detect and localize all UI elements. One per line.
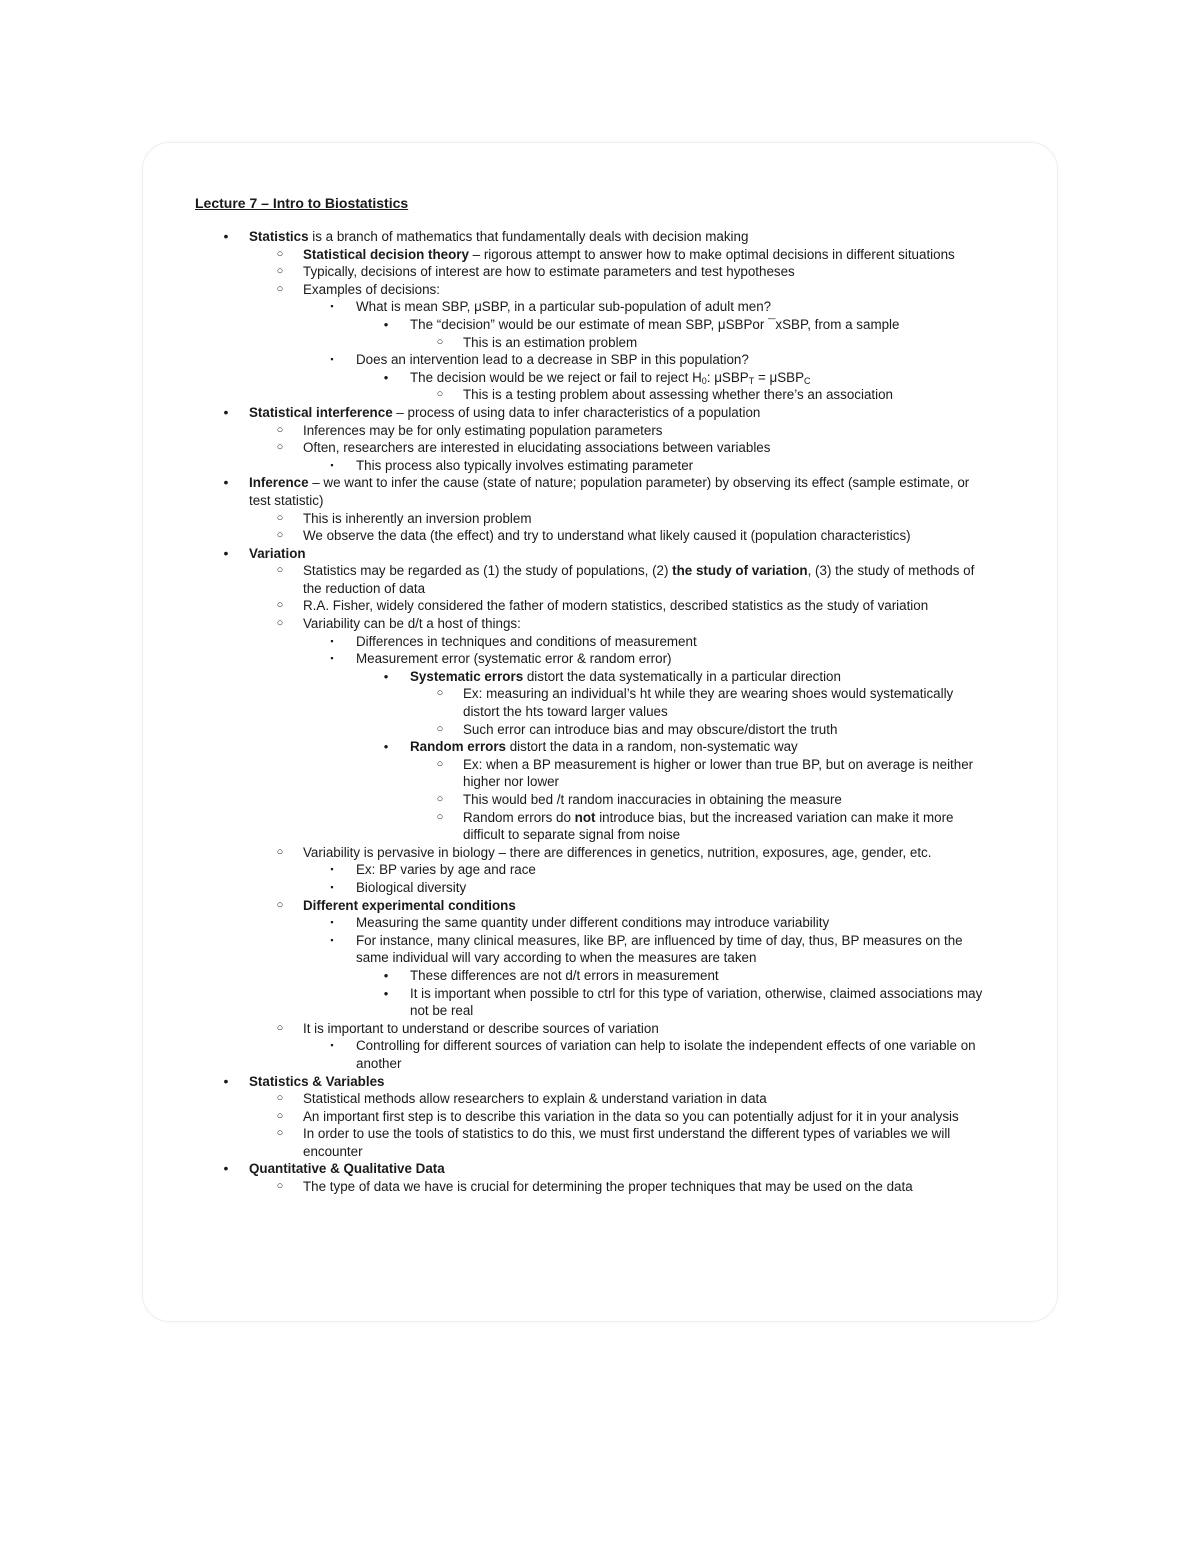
list-item: • Variation: [0, 545, 1200, 563]
list-item: ○ Often, researchers are interested in elucidating associations between variables: [0, 439, 1200, 457]
list-item: ○ Variability can be d/t a host of things:: [0, 615, 1200, 633]
circle-bullet-icon: ○: [276, 1127, 284, 1140]
circle-bullet-icon: ○: [436, 388, 444, 401]
list-item: ▪ Does an intervention lead to a decrease in SBP in this population?: [0, 351, 1200, 369]
list-item: • Statistics & Variables: [0, 1073, 1200, 1091]
list-item: ○ Ex: measuring an individual’s ht while they are wearing shoes would systematically distort the hts toward larger values: [0, 685, 1200, 720]
list-item: ○ Statistics may be regarded as (1) the study of populations, (2) the study of variation, (3) the study of methods of the reduction of data: [0, 562, 1200, 597]
square-bullet-icon: ▪: [330, 653, 334, 664]
list-item: ○ This is inherently an inversion problem: [0, 510, 1200, 528]
square-bullet-icon: ▪: [330, 917, 334, 928]
list-item: ▪ Controlling for different sources of variation can help to isolate the independent effects of one variable on another: [0, 1037, 1200, 1072]
circle-bullet-icon: ○: [276, 898, 284, 911]
list-item: ○ This is a testing problem about assessing whether there’s an association: [0, 386, 1200, 404]
list-item: • These differences are not d/t errors in measurement: [0, 967, 1200, 985]
circle-bullet-icon: ○: [276, 265, 284, 278]
list-item: ○ An important first step is to describe this variation in the data so you can potentially adjust for it in your analysis: [0, 1108, 1200, 1126]
list-item: • Random errors distort the data in a random, non-systematic way: [0, 738, 1200, 756]
circle-bullet-icon: ○: [276, 564, 284, 577]
list-item: • The “decision” would be our estimate of mean SBP, μSBPor ¯xSBP, from a sample: [0, 316, 1200, 334]
list-item: • Statistical interference – process of using data to infer characteristics of a population: [0, 404, 1200, 422]
circle-bullet-icon: ○: [436, 687, 444, 700]
circle-bullet-icon: ○: [436, 722, 444, 735]
circle-bullet-icon: ○: [276, 529, 284, 542]
bullet-icon: •: [223, 1160, 229, 1177]
circle-bullet-icon: ○: [436, 810, 444, 823]
circle-bullet-icon: ○: [436, 335, 444, 348]
list-item: ▪ Ex: BP varies by age and race: [0, 861, 1200, 879]
square-bullet-icon: ▪: [330, 1040, 334, 1051]
page-title: Lecture 7 – Intro to Biostatistics: [195, 195, 409, 211]
list-item: ○ We observe the data (the effect) and try to understand what likely caused it (population characteristics): [0, 527, 1200, 545]
circle-bullet-icon: ○: [276, 247, 284, 260]
list-item: ○ It is important to understand or describe sources of variation: [0, 1020, 1200, 1038]
list-item: ○ Variability is pervasive in biology – there are differences in genetics, nutrition, exposures, age, gender, etc.: [0, 844, 1200, 862]
bullet-icon: •: [383, 985, 389, 1001]
bullet-icon: •: [383, 369, 389, 385]
bullet-icon: •: [223, 1072, 229, 1089]
lecture-notes: [0, 228, 1200, 1196]
circle-bullet-icon: ○: [276, 1109, 284, 1122]
bullet-icon: •: [223, 544, 229, 561]
list-item: ▪ Measurement error (systematic error & random error): [0, 650, 1200, 668]
square-bullet-icon: ▪: [330, 635, 334, 646]
circle-bullet-icon: ○: [276, 511, 284, 524]
square-bullet-icon: ▪: [330, 881, 334, 892]
bullet-icon: •: [223, 403, 229, 420]
list-item: ▪ What is mean SBP, μSBP, in a particular sub-population of adult men?: [0, 298, 1200, 316]
list-item: • The decision would be we reject or fail to reject $H_0$: μSBP$_T$ = μSBP$_C$: [0, 369, 1200, 387]
list-item: ▪ For instance, many clinical measures, like BP, are influenced by time of day, thus, BP measures on the same individual will vary according to when the measures are taken: [0, 932, 1200, 967]
list-item: • Statistics is a branch of mathematics that fundamentally deals with decision making: [0, 228, 1200, 246]
square-bullet-icon: ▪: [330, 301, 334, 312]
square-bullet-icon: ▪: [330, 459, 334, 470]
circle-bullet-icon: ○: [276, 1180, 284, 1193]
circle-bullet-icon: ○: [276, 1092, 284, 1105]
list-item: ○ R.A. Fisher, widely considered the father of modern statistics, described statistics as the study of variation: [0, 597, 1200, 615]
list-item: ▪ Differences in techniques and conditions of measurement: [0, 633, 1200, 651]
circle-bullet-icon: ○: [276, 282, 284, 295]
list-item: ○ In order to use the tools of statistics to do this, we must first understand the different types of variables we will encounter: [0, 1125, 1200, 1160]
circle-bullet-icon: ○: [276, 617, 284, 630]
list-item: ○ Such error can introduce bias and may obscure/distort the truth: [0, 721, 1200, 739]
list-item: ○ Statistical decision theory – rigorous attempt to answer how to make optimal decisions in different situations: [0, 246, 1200, 264]
circle-bullet-icon: ○: [276, 845, 284, 858]
list-item: ○ Statistical methods allow researchers to explain & understand variation in data: [0, 1090, 1200, 1108]
list-item: ○ Inferences may be for only estimating population parameters: [0, 422, 1200, 440]
bullet-icon: •: [383, 668, 389, 684]
square-bullet-icon: ▪: [330, 864, 334, 875]
circle-bullet-icon: ○: [436, 793, 444, 805]
list-item: • Systematic errors distort the data systematically in a particular direction: [0, 668, 1200, 686]
list-item: ○ Ex: when a BP measurement is higher or lower than true BP, but on average is neither higher nor lower: [0, 756, 1200, 791]
bullet-icon: •: [383, 739, 389, 755]
list-item: ▪ Measuring the same quantity under different conditions may introduce variability: [0, 914, 1200, 932]
bullet-icon: •: [383, 967, 389, 983]
list-item: ○ This is an estimation problem: [0, 334, 1200, 352]
list-item: • Inference – we want to infer the cause (state of nature; population parameter) by observing its effect (sample estimate, or test statistic): [0, 474, 1200, 509]
list-item: ○ Examples of decisions:: [0, 281, 1200, 299]
list-item: ○ Different experimental conditions: [0, 897, 1200, 915]
circle-bullet-icon: ○: [276, 423, 284, 436]
square-bullet-icon: ▪: [330, 934, 334, 945]
bullet-icon: •: [223, 228, 229, 244]
circle-bullet-icon: ○: [276, 441, 284, 454]
list-item: ○ This would bed /t random inaccuracies in obtaining the measure: [0, 791, 1200, 809]
list-item: • Quantitative & Qualitative Data: [0, 1160, 1200, 1178]
circle-bullet-icon: ○: [276, 1021, 284, 1034]
bullet-icon: •: [383, 316, 389, 332]
list-item: ○ Random errors do not introduce bias, but the increased variation can make it more difficult to separate signal from noise: [0, 809, 1200, 844]
list-item: ▪ This process also typically involves estimating parameter: [0, 457, 1200, 475]
square-bullet-icon: ▪: [330, 354, 334, 365]
circle-bullet-icon: ○: [276, 599, 284, 612]
bullet-icon: •: [223, 474, 229, 491]
list-item: ○ The type of data we have is crucial for determining the proper techniques that may be used on the data: [0, 1178, 1200, 1196]
list-item: ▪ Biological diversity: [0, 879, 1200, 897]
list-item: • It is important when possible to ctrl for this type of variation, otherwise, claimed associations may not be real: [0, 985, 1200, 1020]
list-item: ○ Typically, decisions of interest are how to estimate parameters and test hypotheses: [0, 263, 1200, 281]
circle-bullet-icon: ○: [436, 757, 444, 770]
